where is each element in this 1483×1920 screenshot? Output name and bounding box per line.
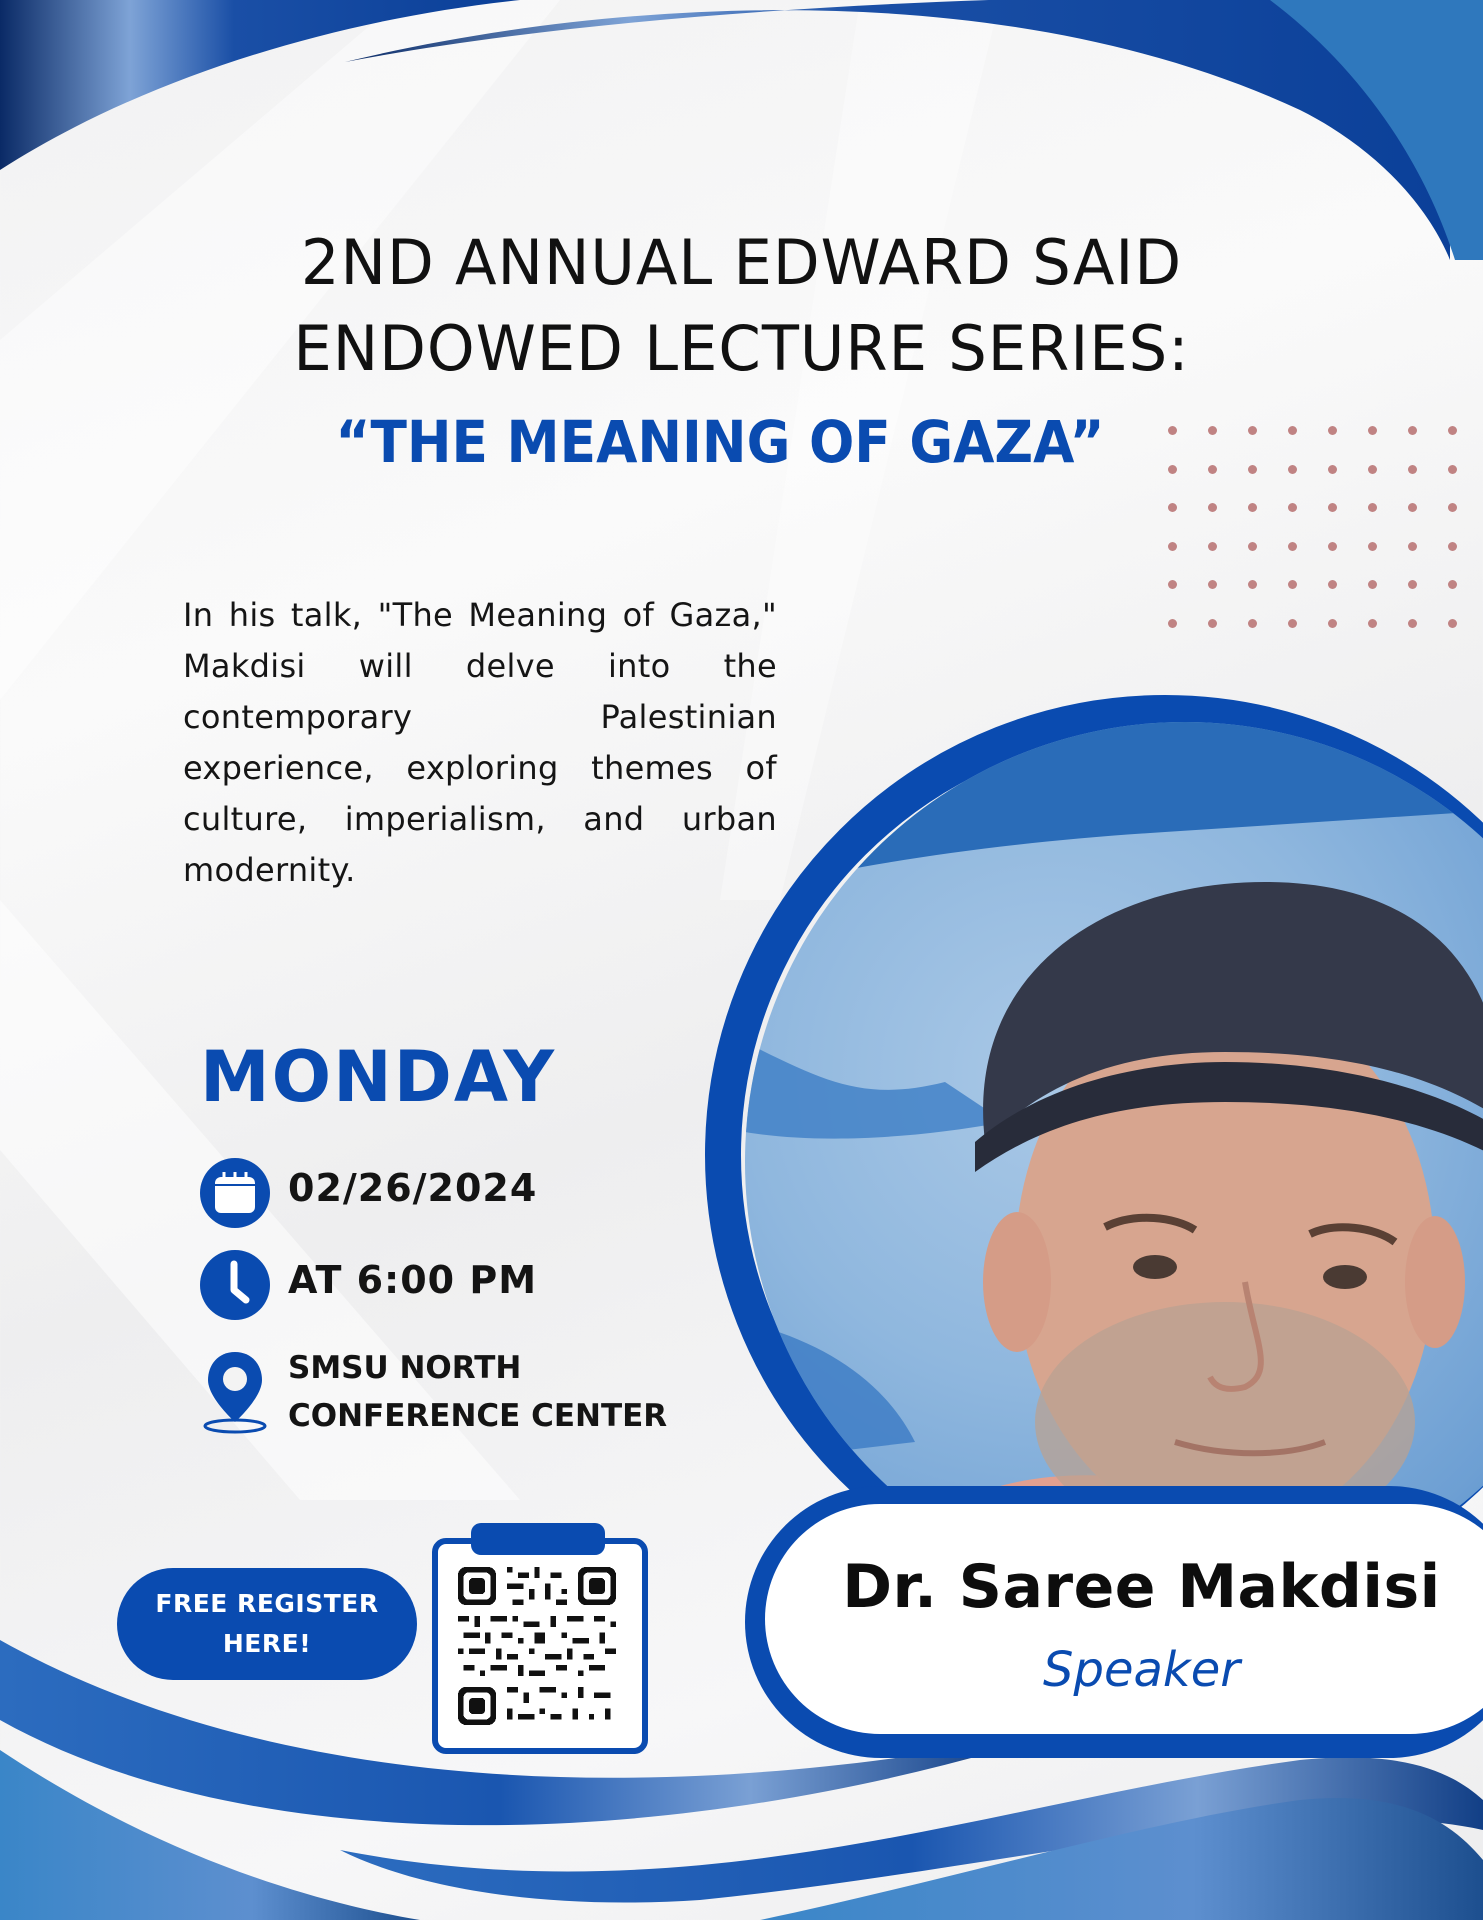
location-line-2: CONFERENCE CENTER xyxy=(288,1398,668,1434)
speaker-name: Dr. Saree Makdisi xyxy=(842,1552,1441,1622)
decorative-dot-grid xyxy=(1168,426,1483,657)
clipboard-clip xyxy=(471,1523,605,1555)
talk-description: In his talk, "The Meaning of Gaza," Makdisi will delve into the contemporary Palestinian experience, exploring themes of culture, imperialism, and urban modernity. xyxy=(183,596,777,889)
event-date: 02/26/2024 xyxy=(288,1166,538,1210)
location-line-1: SMSU NORTH xyxy=(288,1350,522,1386)
event-time: AT 6:00 PM xyxy=(288,1258,538,1302)
register-label-line-1: FREE REGISTER xyxy=(155,1589,379,1618)
speaker-role: Speaker xyxy=(1043,1642,1240,1698)
calendar-icon xyxy=(200,1158,270,1228)
location-pin-icon xyxy=(200,1350,270,1436)
title-line-2: ENDOWED LECTURE SERIES: xyxy=(293,312,1190,385)
clock-icon xyxy=(200,1250,270,1320)
register-label-line-2: HERE! xyxy=(222,1629,312,1658)
title-line-1: 2ND ANNUAL EDWARD SAID xyxy=(300,226,1183,299)
free-register-button[interactable] xyxy=(117,1568,417,1680)
lecture-title: “THE MEANING OF GAZA” xyxy=(335,408,1105,476)
event-day: MONDAY xyxy=(200,1036,557,1118)
qr-code-icon[interactable] xyxy=(458,1567,616,1725)
